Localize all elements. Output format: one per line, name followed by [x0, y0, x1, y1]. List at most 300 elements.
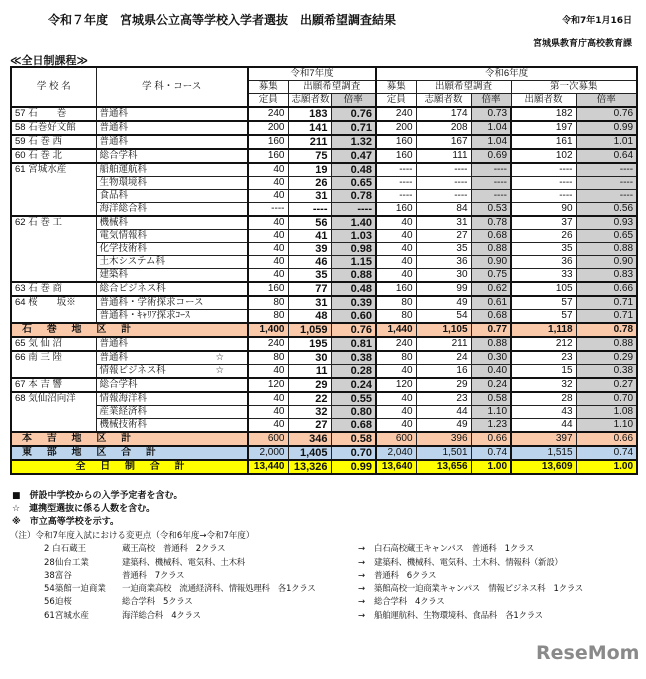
header-r6: 令和6年度 [376, 67, 637, 81]
table-row [11, 203, 637, 217]
applicants-first-cell: 36 [511, 256, 576, 269]
subtotal-row [11, 446, 637, 460]
capacity-r6-cell: 200 [376, 121, 416, 135]
capacity-r7-cell: 160 [248, 135, 288, 149]
applicants-r6-cell: ---- [416, 177, 471, 190]
arrow-icon: → [358, 597, 366, 608]
capacity-r7-cell: 40 [248, 230, 288, 243]
ratio-r7-cell: 0.76 [331, 107, 376, 121]
subject-name: 総合学科 [96, 378, 248, 392]
table-row [11, 282, 637, 296]
header-school: 学 校 名 [11, 67, 96, 107]
header-survey-r6: 出願希望調査 [416, 81, 511, 94]
ratio-first-cell: 0.71 [576, 296, 637, 310]
applicants-first-cell: 15 [511, 365, 576, 379]
table-row [11, 163, 637, 177]
ratio-r6-cell: 0.88 [471, 243, 511, 256]
capacity-r7-cell: 80 [248, 310, 288, 324]
capacity-r7-cell: 40 [248, 256, 288, 269]
capacity-r6-cell: 160 [376, 282, 416, 296]
capacity-r6-cell: 40 [376, 216, 416, 230]
subject-name: 産業経済科 [96, 406, 248, 419]
change-row [10, 557, 563, 570]
ratio-r7-cell: 0.65 [331, 177, 376, 190]
applicants-r6-cell: 23 [416, 392, 471, 406]
applicants-r6-cell: 208 [416, 121, 471, 135]
subject-name: 土木システム科 [96, 256, 248, 269]
ratio-r7-cell: 1.40 [331, 216, 376, 230]
applicants-first-cell: 57 [511, 310, 576, 324]
applicants-r6-cell: 211 [416, 337, 471, 351]
header-ratio-r6: 倍率 [471, 94, 511, 108]
capacity-r6-cell: 40 [376, 392, 416, 406]
ratio-r7-cell: 0.70 [331, 446, 376, 460]
ratio-r6-cell: 0.30 [471, 351, 511, 365]
applicants-first-cell: 13,609 [511, 460, 576, 474]
subject-name: 機械技術科 [96, 419, 248, 433]
ratio-first-cell: 0.71 [576, 310, 637, 324]
table-row [11, 177, 637, 190]
change-row [10, 596, 445, 609]
ratio-r6-cell: 0.53 [471, 203, 511, 217]
ratio-first-cell: 0.38 [576, 365, 637, 379]
applicants-r6-cell: 27 [416, 230, 471, 243]
change-before: 蔵王高校 普通科 2クラス [122, 544, 226, 555]
section-title: ≪全日制課程≫ [10, 54, 89, 67]
ratio-first-cell: 0.29 [576, 351, 637, 365]
table-row [11, 269, 637, 283]
capacity-r7-cell: 160 [248, 282, 288, 296]
capacity-r7-cell: 40 [248, 365, 288, 379]
applicants-r7-cell: 22 [288, 392, 331, 406]
change-after: 築館高校一迫商業キャンパス 情報ビジネス科 1クラス [374, 584, 584, 595]
applicants-r7-cell: 46 [288, 256, 331, 269]
ratio-first-cell: 0.99 [576, 121, 637, 135]
change-after: 船舶運航科、生物環境科、食品科 各1クラス [374, 610, 543, 621]
applicants-first-cell: 57 [511, 296, 576, 310]
school-name: 67 本 吉 響 [11, 378, 96, 392]
applicants-r7-cell: 75 [288, 149, 331, 163]
ratio-r7-cell: 0.38 [331, 351, 376, 365]
applicants-r7-cell: 141 [288, 121, 331, 135]
star-icon: ☆ [215, 365, 224, 376]
applicants-r7-cell: 48 [288, 310, 331, 324]
school-name: 63 石 巻 商 [11, 282, 96, 296]
school-name: 60 石 巻 北 [11, 149, 96, 163]
ratio-r7-cell: 0.76 [331, 323, 376, 337]
school-name: 61 宮城水産 [11, 163, 96, 216]
capacity-r6-cell: 160 [376, 135, 416, 149]
ratio-first-cell: ---- [576, 190, 637, 203]
capacity-r6-cell: 40 [376, 365, 416, 379]
ratio-r6-cell: 0.73 [471, 107, 511, 121]
table-row [11, 230, 637, 243]
ratio-r7-cell: 0.39 [331, 296, 376, 310]
applicants-first-cell: 212 [511, 337, 576, 351]
change-school: 56迫桜 [44, 597, 72, 608]
subject-name: 総合ビジネス科 [96, 282, 248, 296]
applicants-r7-cell: 39 [288, 243, 331, 256]
table-row [11, 216, 637, 230]
subject-name: 普通科 ☆ [96, 351, 248, 365]
capacity-r7-cell: 40 [248, 419, 288, 433]
ratio-first-cell: 0.88 [576, 243, 637, 256]
ratio-first-cell: 0.78 [576, 323, 637, 337]
applicants-r6-cell: 99 [416, 282, 471, 296]
change-before: 建築科、機械科、電気科、土木科 [122, 557, 246, 568]
table-row [11, 256, 637, 269]
school-name: 66 南 三 陸 [11, 351, 96, 378]
applicants-r6-cell: 30 [416, 269, 471, 283]
applicants-first-cell: 90 [511, 203, 576, 217]
ratio-r6-cell: 0.68 [471, 310, 511, 324]
note: ☆ 連携型選抜に係る人数を含む。 [12, 504, 156, 514]
applicants-r6-cell: 49 [416, 296, 471, 310]
ratio-r6-cell: 0.77 [471, 323, 511, 337]
capacity-r6-cell: 160 [376, 149, 416, 163]
applicants-first-cell: 33 [511, 269, 576, 283]
capacity-r7-cell: 40 [248, 243, 288, 256]
applicants-r7-cell: 211 [288, 135, 331, 149]
applicants-r7-cell: 56 [288, 216, 331, 230]
applicants-r6-cell: 84 [416, 203, 471, 217]
ratio-r7-cell: 0.88 [331, 269, 376, 283]
change-after: 総合学科 4クラス [374, 597, 445, 608]
ratio-r6-cell: 0.88 [471, 337, 511, 351]
ratio-r6-cell: 1.00 [471, 460, 511, 474]
subtotal-label: 石 巻 地 区 計 [11, 323, 248, 337]
header-capacity2: 定員 [248, 94, 288, 108]
capacity-r6-cell: 13,640 [376, 460, 416, 474]
ratio-r7-cell: 0.48 [331, 163, 376, 177]
ratio-first-cell: 0.83 [576, 269, 637, 283]
applicants-first-cell: ---- [511, 163, 576, 177]
capacity-r7-cell: 240 [248, 337, 288, 351]
subject-name: 普通科 [96, 121, 248, 135]
ratio-r6-cell: 1.04 [471, 135, 511, 149]
applicants-r7-cell: 11 [288, 365, 331, 379]
subtotal-label: 全 日 制 合 計 [11, 460, 248, 474]
ratio-first-cell: 1.01 [576, 135, 637, 149]
ratio-r6-cell: 0.62 [471, 282, 511, 296]
arrow-icon: → [358, 584, 366, 595]
ratio-first-cell: 0.64 [576, 149, 637, 163]
ratio-first-cell: 0.27 [576, 378, 637, 392]
header-applicants-first: 出願者数 [511, 94, 576, 108]
arrow-icon: → [358, 557, 366, 568]
ratio-r6-cell: 0.69 [471, 149, 511, 163]
subject-name: 電気情報科 [96, 230, 248, 243]
applicants-first-cell: 397 [511, 432, 576, 446]
ratio-r7-cell: 0.24 [331, 378, 376, 392]
subject-name: 海洋総合科 [96, 203, 248, 217]
applicants-first-cell: 43 [511, 406, 576, 419]
header-capacity-r6: 募集 [376, 81, 416, 94]
applicants-r6-cell: 1,501 [416, 446, 471, 460]
change-school: 2 白石蔵王 [44, 544, 87, 555]
capacity-r6-cell: ---- [376, 163, 416, 177]
ratio-r6-cell: 0.61 [471, 296, 511, 310]
capacity-r6-cell: 40 [376, 230, 416, 243]
subtotal-row [11, 460, 637, 474]
school-name: 58 石巻好文館 [11, 121, 96, 135]
capacity-r6-cell: 600 [376, 432, 416, 446]
capacity-r7-cell: 160 [248, 149, 288, 163]
capacity-r7-cell: 2,000 [248, 446, 288, 460]
capacity-r6-cell: 80 [376, 351, 416, 365]
applicants-first-cell: 28 [511, 392, 576, 406]
applicants-r6-cell: 54 [416, 310, 471, 324]
applicants-first-cell: 1,118 [511, 323, 576, 337]
applicants-r6-cell: 174 [416, 107, 471, 121]
capacity-r7-cell: 80 [248, 351, 288, 365]
ratio-r6-cell: 0.68 [471, 230, 511, 243]
ratio-r7-cell: 0.98 [331, 243, 376, 256]
ratio-r6-cell: ---- [471, 190, 511, 203]
ratio-r6-cell: 0.24 [471, 378, 511, 392]
school-name: 57 石 巻 [11, 107, 96, 121]
ratio-first-cell: 0.70 [576, 392, 637, 406]
capacity-r7-cell: 1,400 [248, 323, 288, 337]
change-before: 総合学科 5クラス [122, 597, 193, 608]
changes [10, 530, 584, 623]
ratio-r7-cell: 0.55 [331, 392, 376, 406]
table-row [11, 365, 637, 379]
capacity-r6-cell: 40 [376, 406, 416, 419]
applicants-r7-cell: 19 [288, 163, 331, 177]
header-ratio: 倍率 [331, 94, 376, 108]
capacity-r6-cell: 40 [376, 243, 416, 256]
change-row [10, 570, 437, 583]
capacity-r6-cell: 80 [376, 310, 416, 324]
applicants-r6-cell: 35 [416, 243, 471, 256]
date: 令和7年1月16日 [561, 16, 632, 26]
applicants-r7-cell: 1,059 [288, 323, 331, 337]
applicants-r7-cell: ---- [288, 203, 331, 217]
applicants-first-cell: ---- [511, 190, 576, 203]
ratio-r6-cell: 0.78 [471, 216, 511, 230]
subject-name: 普通科 [96, 107, 248, 121]
applicants-first-cell: 26 [511, 230, 576, 243]
arrow-icon: → [358, 544, 366, 555]
change-after: 白石高校蔵王キャンパス 普通科 1クラス [374, 544, 535, 555]
ratio-first-cell: 0.66 [576, 282, 637, 296]
change-school: 28仙台工業 [44, 557, 89, 568]
ratio-r7-cell: 0.99 [331, 460, 376, 474]
change-before: 普通科 7クラス [122, 570, 185, 581]
subtotal-row [11, 432, 637, 446]
subject-name: 情報ビジネス科 ☆ [96, 365, 248, 379]
star-icon: ☆ [215, 352, 224, 363]
ratio-r7-cell: 0.47 [331, 149, 376, 163]
table-row [11, 135, 637, 149]
capacity-r7-cell: 40 [248, 392, 288, 406]
table-row [11, 190, 637, 203]
capacity-r7-cell: 40 [248, 163, 288, 177]
change-after: 建築科、機械科、電気科、土木科、情報科（新設） [374, 557, 563, 568]
capacity-r7-cell: 40 [248, 216, 288, 230]
arrow-icon: → [358, 570, 366, 581]
applicants-r6-cell: 24 [416, 351, 471, 365]
applicants-first-cell: 35 [511, 243, 576, 256]
ratio-r7-cell: 0.48 [331, 282, 376, 296]
ratio-r6-cell: ---- [471, 177, 511, 190]
school-name: 64 桜 坂※ [11, 296, 96, 323]
table-row [11, 406, 637, 419]
note: ※ 市立高等学校を示す。 [12, 517, 120, 527]
applicants-first-cell: 105 [511, 282, 576, 296]
subject-name: 普通科・ｷｬﾘｱ探求ｺｰｽ [96, 310, 248, 324]
capacity-r6-cell: 1,440 [376, 323, 416, 337]
ratio-r7-cell: 1.32 [331, 135, 376, 149]
applicants-r7-cell: 26 [288, 177, 331, 190]
capacity-r6-cell: 160 [376, 203, 416, 217]
ratio-r6-cell: 0.58 [471, 392, 511, 406]
school-name: 65 気 仙 沼 [11, 337, 96, 351]
table-row [11, 378, 637, 392]
applicants-r7-cell: 346 [288, 432, 331, 446]
capacity-r7-cell: 40 [248, 269, 288, 283]
header-ratio-first: 倍率 [576, 94, 637, 108]
table-row [11, 351, 637, 365]
applicants-r7-cell: 41 [288, 230, 331, 243]
table-row [11, 419, 637, 433]
ratio-first-cell: 0.93 [576, 216, 637, 230]
table-body [11, 107, 637, 474]
school-name: 68 気仙沼向洋 [11, 392, 96, 432]
header-applicants: 志願者数 [288, 94, 331, 108]
capacity-r7-cell: 40 [248, 190, 288, 203]
ratio-first-cell: 0.90 [576, 256, 637, 269]
capacity-r6-cell: 2,040 [376, 446, 416, 460]
ratio-first-cell: ---- [576, 177, 637, 190]
change-after: 普通科 6クラス [374, 570, 437, 581]
header-first: 第一次募集 [511, 81, 637, 94]
applicants-r7-cell: 32 [288, 406, 331, 419]
table-row [11, 121, 637, 135]
applicants-r6-cell: 44 [416, 406, 471, 419]
applicants-r7-cell: 31 [288, 190, 331, 203]
arrow-icon: → [358, 610, 366, 621]
ratio-r7-cell: 0.58 [331, 432, 376, 446]
header-subject: 学 科・コース [96, 67, 248, 107]
applicants-r6-cell: ---- [416, 190, 471, 203]
note: ■ 併設中学校からの入学予定者を含む。 [12, 491, 183, 501]
ratio-r7-cell: 0.68 [331, 419, 376, 433]
header-applicants-r6: 志願者数 [416, 94, 471, 108]
ratio-r6-cell: 1.10 [471, 406, 511, 419]
ratio-first-cell: 1.00 [576, 460, 637, 474]
ratio-r7-cell: 1.03 [331, 230, 376, 243]
capacity-r7-cell: ---- [248, 203, 288, 217]
applicants-r7-cell: 31 [288, 296, 331, 310]
department: 宮城県教育庁高校教育課 [532, 39, 632, 49]
capacity-r6-cell: ---- [376, 177, 416, 190]
applicants-r7-cell: 183 [288, 107, 331, 121]
applicants-first-cell: 197 [511, 121, 576, 135]
applicants-r6-cell: 29 [416, 378, 471, 392]
table-row [11, 296, 637, 310]
applicants-r6-cell: 31 [416, 216, 471, 230]
ratio-first-cell: 1.10 [576, 419, 637, 433]
subtotal-row [11, 323, 637, 337]
subject-name: 船舶運航科 [96, 163, 248, 177]
applicants-r6-cell: 49 [416, 419, 471, 433]
capacity-r7-cell: 40 [248, 406, 288, 419]
capacity-r6-cell: 40 [376, 269, 416, 283]
subject-name: 機械科 [96, 216, 248, 230]
ratio-first-cell: 0.76 [576, 107, 637, 121]
capacity-r7-cell: 40 [248, 177, 288, 190]
subtotal-label: 東 部 地 区 合 計 [11, 446, 248, 460]
subject-name: 生物環境科 [96, 177, 248, 190]
subject-name: 化学技術科 [96, 243, 248, 256]
capacity-r7-cell: 600 [248, 432, 288, 446]
subject-name: 建築科 [96, 269, 248, 283]
applicants-r6-cell: 111 [416, 149, 471, 163]
capacity-r6-cell: 240 [376, 337, 416, 351]
header-capacity: 募集 [248, 81, 288, 94]
change-before: 海洋総合科 4クラス [122, 610, 201, 621]
capacity-r6-cell: ---- [376, 190, 416, 203]
capacity-r7-cell: 80 [248, 296, 288, 310]
applicants-r7-cell: 29 [288, 378, 331, 392]
applicants-r6-cell: ---- [416, 163, 471, 177]
ratio-r6-cell: ---- [471, 163, 511, 177]
ratio-r7-cell: 0.60 [331, 310, 376, 324]
resemom-logo: ReseMom [536, 642, 640, 664]
ratio-r6-cell: 1.23 [471, 419, 511, 433]
applicants-r7-cell: 27 [288, 419, 331, 433]
change-school: 54築館一迫商業 [44, 584, 106, 595]
ratio-r7-cell: 0.81 [331, 337, 376, 351]
school-name: 62 石 巻 工 [11, 216, 96, 282]
applicants-first-cell: 182 [511, 107, 576, 121]
ratio-r7-cell: ---- [331, 203, 376, 217]
ratio-r7-cell: 0.71 [331, 121, 376, 135]
ratio-first-cell: 0.66 [576, 432, 637, 446]
notes [12, 490, 183, 529]
change-before: 一迫商業高校 流通経済科、情報処理科 各1クラス [122, 584, 316, 595]
header-survey-r7: 出願希望調査 [288, 81, 376, 94]
applicants-first-cell: ---- [511, 177, 576, 190]
applicants-first-cell: 23 [511, 351, 576, 365]
capacity-r6-cell: 240 [376, 107, 416, 121]
subject-name: 食品科 [96, 190, 248, 203]
ratio-r6-cell: 0.40 [471, 365, 511, 379]
ratio-first-cell: 0.56 [576, 203, 637, 217]
subject-name: 総合学科 [96, 149, 248, 163]
table-row [11, 337, 637, 351]
capacity-r7-cell: 240 [248, 107, 288, 121]
table-row [11, 149, 637, 163]
ratio-r6-cell: 0.74 [471, 446, 511, 460]
ratio-first-cell: 0.88 [576, 337, 637, 351]
ratio-r7-cell: 0.28 [331, 365, 376, 379]
capacity-r7-cell: 200 [248, 121, 288, 135]
change-school: 38富谷 [44, 570, 72, 581]
capacity-r7-cell: 120 [248, 378, 288, 392]
ratio-r6-cell: 0.75 [471, 269, 511, 283]
ratio-r7-cell: 0.80 [331, 406, 376, 419]
applicants-first-cell: 37 [511, 216, 576, 230]
header-capacity2-r6: 定員 [376, 94, 416, 108]
subtotal-label: 本 吉 地 区 計 [11, 432, 248, 446]
header-r7: 令和7年度 [248, 67, 376, 81]
capacity-r6-cell: 80 [376, 296, 416, 310]
ratio-r6-cell: 0.66 [471, 432, 511, 446]
applicants-r6-cell: 13,656 [416, 460, 471, 474]
